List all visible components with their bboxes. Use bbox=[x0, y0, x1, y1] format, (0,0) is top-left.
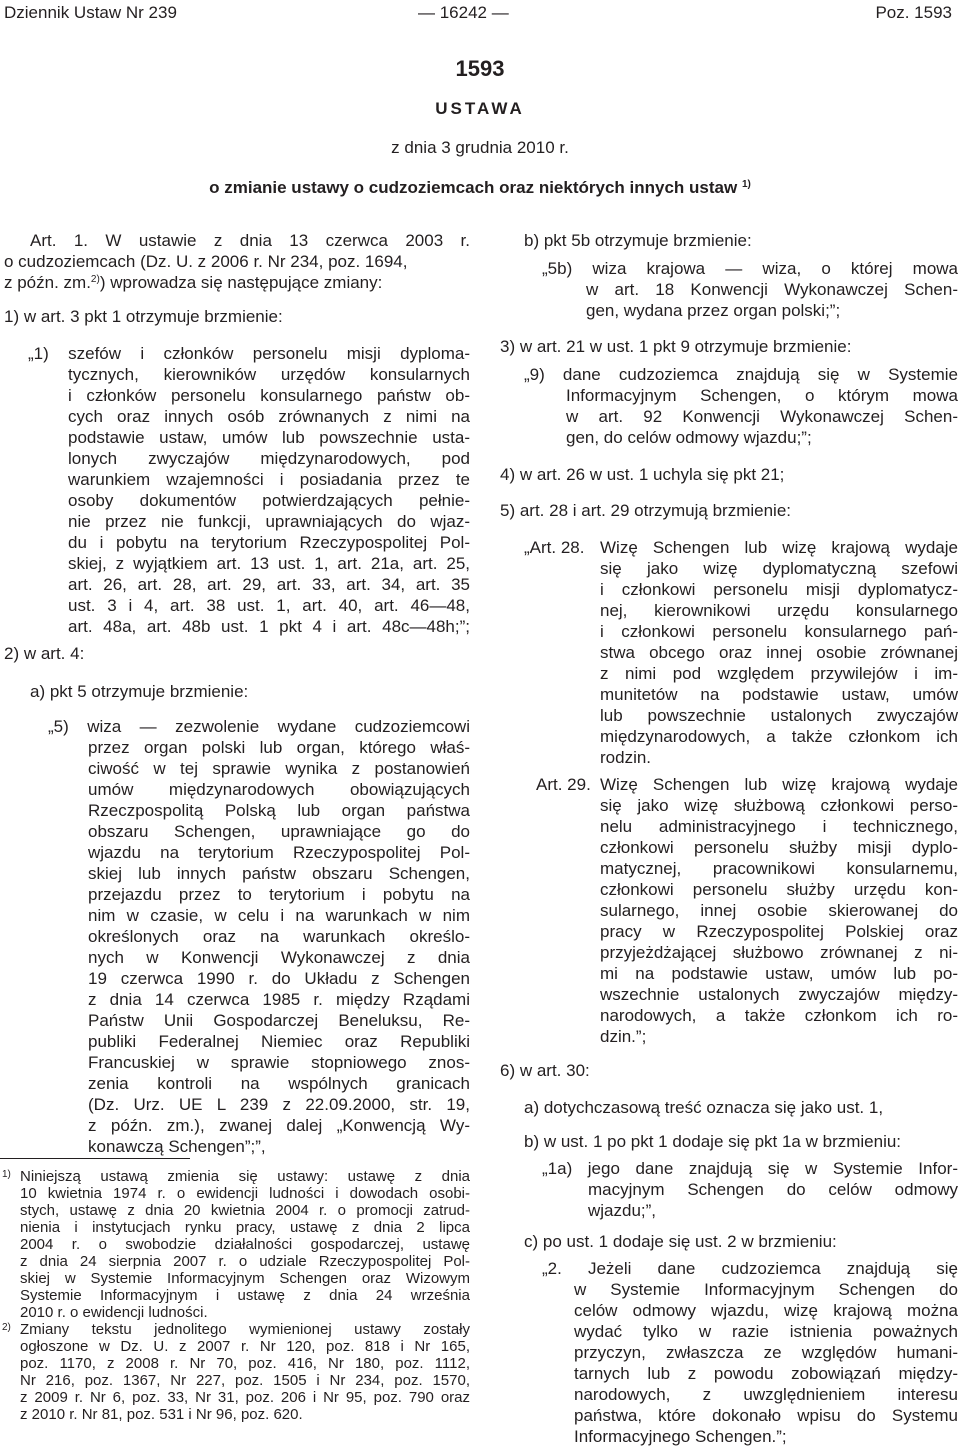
footnote-1-line: 2010 r. o ewidencji ludności. bbox=[20, 1304, 208, 1321]
art29-line: członkowi personelu służby urzędu kon- bbox=[600, 880, 958, 899]
item-6c-line: wydać tylko w razie istnienia poważnych bbox=[574, 1322, 958, 1341]
footnote-ref-1: 1) bbox=[741, 179, 751, 190]
footnote-1-line: 10 kwietnia 1974 r. o ewidencji ludności i dowodach osobi- bbox=[20, 1185, 470, 1202]
footnote-1-line: 2004 r. o swobodzie działalności gospodarczej, ustawę bbox=[20, 1236, 470, 1253]
item-1-line: lonych zwyczajów międzynarodowych, pod bbox=[68, 449, 470, 468]
item-1-text bbox=[28, 343, 470, 637]
item-1-line: art. 48a, art. 48b ust. 1 pkt 4 i art. 48c—48h;”; bbox=[68, 617, 470, 636]
item-2b-text bbox=[542, 258, 958, 321]
item-2a-line: umów międzynarodowych obowiązujących bbox=[88, 780, 470, 799]
item-1-line: du i pobytu na terytorium Rzeczypospolitej Pol- bbox=[68, 533, 470, 552]
footnotes bbox=[2, 1168, 472, 1423]
item-6b: b) w ust. 1 po pkt 1 dodaje się pkt 1a w brzmieniu: bbox=[524, 1132, 902, 1151]
item-2b-line: „5b) wiza krajowa — wiza, o której mowa bbox=[542, 259, 958, 278]
footnote-1-line: nienia i instytucjach rynku pracy, ustawę z dnia 2 lipca bbox=[20, 1219, 470, 1236]
item-3: 3) w art. 21 w ust. 1 pkt 9 otrzymuje brzmienie: bbox=[500, 337, 852, 356]
footnote-1-line: Systemie Informacyjnym i ustawę z dnia 24 września bbox=[20, 1287, 470, 1304]
item-2a-line: nim w czasie, w celu i na warunkach w nim bbox=[88, 906, 470, 925]
item-1-line: „1) szefów i członków personelu misji dyploma- bbox=[28, 344, 470, 363]
footnote-divider bbox=[0, 1158, 190, 1159]
art29-label: Art. 29. bbox=[536, 775, 591, 794]
item-6b-line: „1a) jego dane znajdują się w Systemie Infor- bbox=[542, 1159, 958, 1178]
item-2a-line: konawczą Schengen”;”, bbox=[88, 1137, 266, 1156]
item-1-line: i członków personelu konsularnego państw ob- bbox=[68, 386, 470, 405]
art28-line: międzynarodowych, a także członkom ich bbox=[600, 727, 958, 746]
footnote-2-line: Zmiany tekstu jednolitego wymienionej ustawy zostały bbox=[20, 1321, 470, 1338]
item-6b-line: wjazdu;”, bbox=[588, 1201, 657, 1220]
item-2a: a) pkt 5 otrzymuje brzmienie: bbox=[30, 682, 249, 701]
item-6c-line: celów odmowy wjazdu, wizę krajową można bbox=[574, 1301, 958, 1320]
item-2a-line: skiej lub innych państw obszaru Schengen, bbox=[88, 864, 470, 883]
item-3-line: w art. 92 Konwencji Wykonawczej Schen- bbox=[566, 407, 958, 426]
footnote-1-line: z dnia 24 sierpnia 2007 r. o udziale Rzeczypospolitej Pol- bbox=[20, 1253, 470, 1270]
item-3-text bbox=[524, 364, 958, 448]
item-2a-line: ciwość w tej sprawie wynika z postanowień bbox=[88, 759, 470, 778]
art29-line: pracy w Rzeczypospolitej Polskiej oraz bbox=[600, 922, 958, 941]
footnote-2-line: z 2010 r. Nr 81, poz. 531 i Nr 96, poz. 620. bbox=[20, 1406, 303, 1423]
art29-line: Wizę Schengen lub wizę krajową wydaje bbox=[600, 775, 958, 794]
position-number: Poz. 1593 bbox=[875, 3, 952, 22]
act-subject: o zmianie ustawy o cudzoziemcach oraz niektórych innych ustaw $^{1)}$ bbox=[209, 178, 751, 197]
item-1-line: ust. 3 i 4, art. 38 ust. 1, art. 40, art. 46—48, bbox=[68, 596, 470, 615]
art29-line: członkowi personelu służby misji dyplo- bbox=[600, 838, 958, 857]
art28-line: lub powszechnie ustalonych zwyczajów bbox=[600, 706, 958, 725]
item-6b-line: macyjnym Schengen do celów odmowy bbox=[588, 1180, 958, 1199]
item-2a-line: „5) wiza — zezwolenie wydane cudzoziemcowi bbox=[48, 717, 470, 736]
art29-line: narodowych, a także członkom ich ro- bbox=[600, 1006, 958, 1025]
item-2a-line: z dnia 14 czerwca 1985 r. między Rządami bbox=[88, 990, 470, 1009]
art28-line: z nimi pod względem przywilejów i im- bbox=[600, 664, 958, 683]
item-1-line: nie przez nie funkcji, uprawniających do wjaz- bbox=[68, 512, 470, 531]
art29-line: sularnego, innej osobie skierowanej do bbox=[600, 901, 958, 920]
item-2a-line: wjazdu na terytorium Rzeczypospolitej Pol- bbox=[88, 843, 470, 862]
item-2a-line: określonych oraz na warunkach określo- bbox=[88, 927, 470, 946]
item-1-line: tycznych, kierowników urzędów konsularnych bbox=[68, 365, 470, 384]
art29-line: matycznej, pracownikowi konsularnemu, bbox=[600, 859, 958, 878]
item-2b-line: gen, wydana przez organ polski;”; bbox=[586, 301, 841, 320]
footnote-1-line: stych, ustawę z dnia 20 kwietnia 2004 r. o promocji zatrud- bbox=[20, 1202, 470, 1219]
art28-line: Wizę Schengen lub wizę krajową wydaje bbox=[600, 538, 958, 557]
act-date: z dnia 3 grudnia 2010 r. bbox=[391, 138, 569, 157]
item-2: 2) w art. 4: bbox=[4, 644, 85, 663]
footnote-1-mark: 1) bbox=[2, 1169, 11, 1180]
art28-text bbox=[600, 537, 958, 768]
footnote-2-line: z 2009 r. Nr 6, poz. 33, Nr 31, poz. 206 i Nr 95, poz. 790 oraz bbox=[20, 1389, 470, 1406]
footnote-2-line: poz. 1170, z 2008 r. Nr 70, poz. 416, Nr 180, poz. 1112, bbox=[20, 1355, 470, 1372]
item-2a-text bbox=[48, 716, 470, 1157]
item-2a-line: przez organ polski lub organ, którego właś- bbox=[88, 738, 470, 757]
footnote-1 bbox=[2, 1168, 472, 1321]
item-1: 1) w art. 3 pkt 1 otrzymuje brzmienie: bbox=[4, 307, 283, 326]
footnote-2-line: Nr 216, poz. 1367, Nr 227, poz. 1505 i Nr 234, poz. 1570, bbox=[20, 1372, 470, 1389]
item-3-line: „9) dane cudzoziemca znajdują się w Systemie bbox=[524, 365, 958, 384]
item-2a-line: publiki Federalnej Niemiec oraz Republiki bbox=[88, 1032, 470, 1051]
item-2a-line: z późn. zm.), zwanej dalej „Konwencją Wy- bbox=[88, 1116, 470, 1135]
item-2a-line: zenia kontroli na wspólnych granicach bbox=[88, 1074, 470, 1093]
art28-line: rodzin. bbox=[600, 748, 652, 767]
art29-line: nelu administracyjnego i technicznego, bbox=[600, 817, 958, 836]
item-2a-line: obszaru Schengen, uprawniające go do bbox=[88, 822, 470, 841]
footnote-ref-2: 2) bbox=[90, 274, 100, 285]
item-2a-line: Państw Unii Gospodarczej Beneluksu, Re- bbox=[88, 1011, 470, 1030]
item-6c: c) po ust. 1 dodaje się ust. 2 w brzmieniu: bbox=[524, 1232, 837, 1251]
item-1-line: art. 26, art. 28, art. 29, art. 33, art. 34, art. 35 bbox=[68, 575, 470, 594]
item-1-line: podstawie ustaw, umów lub powszechnie usta- bbox=[68, 428, 470, 447]
journal-name: Dziennik Ustaw Nr 239 bbox=[4, 3, 177, 22]
art29-line: się jako wizę służbową członkowi perso- bbox=[600, 796, 958, 815]
item-6c-line: narodowych, z uwzględnieniem interesu bbox=[574, 1385, 958, 1404]
item-6: 6) w art. 30: bbox=[500, 1061, 590, 1080]
item-1-line: cych oraz innych osób zrównanych z nimi na bbox=[68, 407, 470, 426]
item-2a-line: Rzeczpospolitą Polską lub organ państwa bbox=[88, 801, 470, 820]
item-2a-line: nych w Konwencji Wykonawczej z dnia bbox=[88, 948, 470, 967]
item-2a-line: przejazdu przez to terytorium i pobytu na bbox=[88, 885, 470, 904]
art1-line2: o cudzoziemcach (Dz. U. z 2006 r. Nr 234, poz. 1694, bbox=[4, 252, 408, 271]
item-6c-line: przyczyn, zwłaszcza ze względów humani- bbox=[574, 1343, 958, 1362]
item-6c-text bbox=[542, 1258, 958, 1447]
footnote-2 bbox=[2, 1321, 472, 1423]
act-type: USTAWA bbox=[435, 99, 525, 118]
page-number: — 16242 — bbox=[418, 3, 509, 22]
item-6c-line: w Systemie Informacyjnym Schengen do bbox=[574, 1280, 958, 1299]
act-number: 1593 bbox=[455, 56, 505, 81]
art28-line: i członkowi personelu misji dyplomatycz- bbox=[600, 580, 958, 599]
footnote-2-mark: 2) bbox=[2, 1322, 11, 1333]
item-6c-line: Informacyjnego Schengen.”; bbox=[574, 1427, 787, 1446]
left-column bbox=[30, 230, 470, 251]
footnote-1-line: skiej w Systemie Informacyjnym Schengen oraz Wizowym bbox=[20, 1270, 470, 1287]
art28-line: się jako wizę dyplomatyczną szefowi bbox=[600, 559, 958, 578]
art29-line: wszechnie ustalonych zwyczajów między- bbox=[600, 985, 958, 1004]
item-4: 4) w art. 26 w ust. 1 uchyla się pkt 21; bbox=[500, 465, 785, 484]
art1-line1: Art. 1. W ustawie z dnia 13 czerwca 2003 r. bbox=[30, 231, 470, 250]
item-1-line: warunkiem wzajemności i posiadania przez te bbox=[68, 470, 470, 489]
item-2a-line: 19 czerwca 1990 r. do Układu z Schengen bbox=[88, 969, 470, 988]
art1-line3: z późn. zm.$^{2)}$) wprowadza się następujące zmiany: bbox=[4, 273, 383, 292]
item-6b-text bbox=[542, 1158, 958, 1221]
item-3-line: Informacyjnym Schengen, o którym mowa bbox=[566, 386, 958, 405]
item-6a: a) dotychczasową treść oznacza się jako ust. 1, bbox=[524, 1098, 884, 1117]
art28-line: i członkowi personelu konsularnego pań- bbox=[600, 622, 958, 641]
art28-line: stwa obcego oraz innej osobie zrównanej bbox=[600, 643, 958, 662]
item-6c-line: „2. Jeżeli dane cudzoziemca znajdują się bbox=[542, 1259, 958, 1278]
item-2a-line: (Dz. Urz. UE L 239 z 22.09.2000, str. 19, bbox=[88, 1095, 470, 1114]
item-2b: b) pkt 5b otrzymuje brzmienie: bbox=[524, 231, 752, 250]
footnote-2-line: ogłoszone w Dz. U. z 2007 r. Nr 120, poz. 818 i Nr 165, bbox=[20, 1338, 470, 1355]
item-6c-line: państwa, które dokonało wpisu do Systemu bbox=[574, 1406, 958, 1425]
item-1-line: osoby dokumentów potwierdzających pełnie- bbox=[68, 491, 470, 510]
art28-line: nej, kierownikowi urzędu konsularnego bbox=[600, 601, 958, 620]
item-6c-line: tarnych lub z powodu zobowiązań między- bbox=[574, 1364, 958, 1383]
art29-line: mi na podstawie ustaw, umów lub po- bbox=[600, 964, 958, 983]
item-3-line: gen, do celów odmowy wjazdu;”; bbox=[566, 428, 812, 447]
item-1-line: skiej, z wyjątkiem art. 13 ust. 1, art. 21a, art. 25, bbox=[68, 554, 470, 573]
item-2b-line: w art. 18 Konwencji Wykonawczej Schen- bbox=[586, 280, 958, 299]
footnote-1-line: Niniejszą ustawą zmienia się ustawy: ustawę z dnia bbox=[20, 1168, 470, 1185]
item-5: 5) art. 28 i art. 29 otrzymują brzmienie: bbox=[500, 501, 792, 520]
item-2a-line: Francuskiej w sprawie stopniowego znos- bbox=[88, 1053, 470, 1072]
art29-text bbox=[600, 774, 958, 1047]
art29-line: przyjeżdżającej służbowo zrównanej z ni- bbox=[600, 943, 958, 962]
art28-label: „Art. 28. bbox=[524, 538, 585, 557]
art28-line: munitetów na podstawie ustaw, umów bbox=[600, 685, 958, 704]
art29-line: dzin.”; bbox=[600, 1027, 647, 1046]
